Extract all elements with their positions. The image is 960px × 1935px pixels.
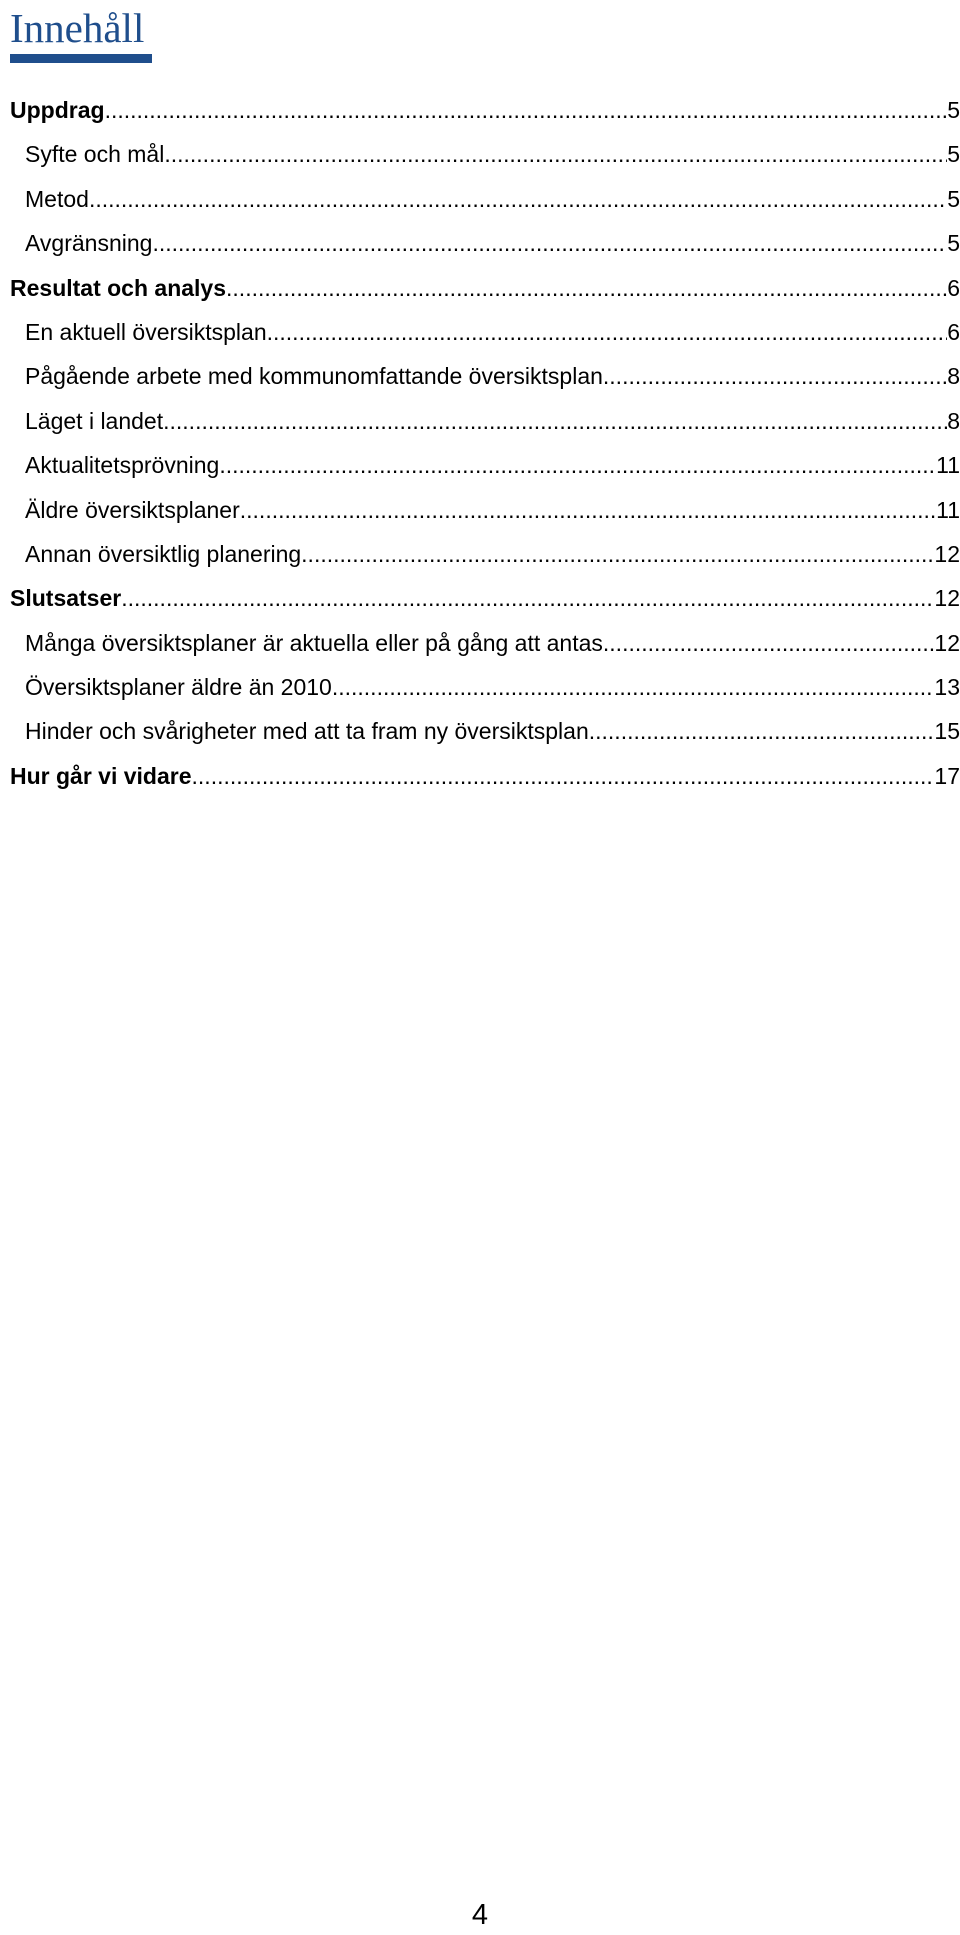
toc-dot-leader	[219, 443, 936, 487]
toc-entry-label: Annan översiktlig planering	[25, 540, 302, 567]
toc-entry[interactable]	[10, 621, 960, 665]
toc-entry[interactable]	[10, 443, 960, 487]
toc-entry-page: 11	[936, 452, 960, 479]
toc-entry[interactable]	[10, 532, 960, 576]
toc-entry-label: Slutsatser	[10, 585, 122, 612]
toc-dot-leader	[240, 488, 936, 532]
toc-entry-page: 12	[934, 540, 960, 567]
toc-entry[interactable]	[10, 88, 960, 132]
toc-entry-label: Metod	[25, 185, 89, 212]
toc-entry[interactable]	[10, 709, 960, 753]
toc-entry-label: Pågående arbete med kommunomfattande översiktsplan	[25, 363, 603, 390]
toc-dot-leader	[89, 177, 947, 221]
toc-entry-page: 6	[947, 274, 960, 301]
toc-entry-label: Avgränsning	[25, 230, 153, 257]
toc-dot-leader	[603, 621, 935, 665]
heading-underline	[10, 54, 152, 63]
toc-entry-page: 15	[934, 718, 960, 745]
toc-entry-page: 5	[947, 141, 960, 168]
toc-entry-label: Resultat och analys	[10, 274, 227, 301]
toc-dot-leader	[589, 709, 935, 753]
toc-dot-leader	[121, 576, 934, 620]
toc-entry-page: 5	[947, 230, 960, 257]
toc-entry-label: Aktualitetsprövning	[25, 452, 220, 479]
toc-dot-leader	[603, 354, 947, 398]
toc-entry-label: En aktuell översiktsplan	[25, 318, 267, 345]
toc-entry-page: 12	[934, 629, 960, 656]
toc-entry-page: 13	[934, 674, 960, 701]
toc-entry-page: 5	[947, 185, 960, 212]
toc-entry[interactable]	[10, 354, 960, 398]
toc-dot-leader	[192, 754, 935, 798]
toc-dot-leader	[152, 221, 947, 265]
toc-entry-label: Läget i landet	[25, 407, 164, 434]
toc-entry[interactable]	[10, 266, 960, 310]
toc-entry-page: 8	[947, 363, 960, 390]
toc-entry-page: 5	[947, 97, 960, 123]
toc-entry-label: Många översiktsplaner är aktuella eller på gång att antas	[25, 629, 603, 656]
page-heading: Innehåll	[10, 5, 145, 51]
toc-dot-leader	[163, 399, 947, 443]
toc-entry[interactable]	[10, 399, 960, 443]
toc-entry[interactable]	[10, 754, 960, 798]
toc-entry-page: 6	[947, 318, 960, 345]
toc-entry-label: Översiktsplaner äldre än 2010	[25, 674, 332, 701]
toc-entry-page: 17	[934, 762, 960, 789]
toc-entry[interactable]	[10, 310, 960, 354]
toc-dot-leader	[332, 665, 935, 709]
toc-entry-label: Hinder och svårigheter med att ta fram ny översiktsplan	[25, 718, 589, 745]
toc-dot-leader	[164, 132, 947, 176]
toc-entry-label: Hur går vi vidare	[10, 762, 192, 789]
toc-entry-page: 8	[947, 407, 960, 434]
toc-entry-label: Syfte och mål	[25, 141, 165, 168]
page-number: 4	[471, 1899, 489, 1931]
toc-entry-page: 12	[934, 585, 960, 612]
toc-entry-page: 11	[936, 496, 960, 523]
toc-entry[interactable]	[10, 177, 960, 221]
toc-dot-leader	[226, 266, 947, 310]
table-of-contents	[10, 88, 960, 798]
toc-entry[interactable]	[10, 132, 960, 176]
toc-dot-leader	[105, 88, 948, 132]
toc-entry[interactable]	[10, 221, 960, 265]
toc-entry[interactable]	[10, 488, 960, 532]
toc-entry[interactable]	[10, 576, 960, 620]
toc-entry[interactable]	[10, 665, 960, 709]
toc-entry-label: Äldre översiktsplaner	[25, 496, 240, 523]
toc-dot-leader	[301, 532, 934, 576]
toc-entry-label: Uppdrag	[10, 97, 105, 123]
toc-dot-leader	[267, 310, 948, 354]
